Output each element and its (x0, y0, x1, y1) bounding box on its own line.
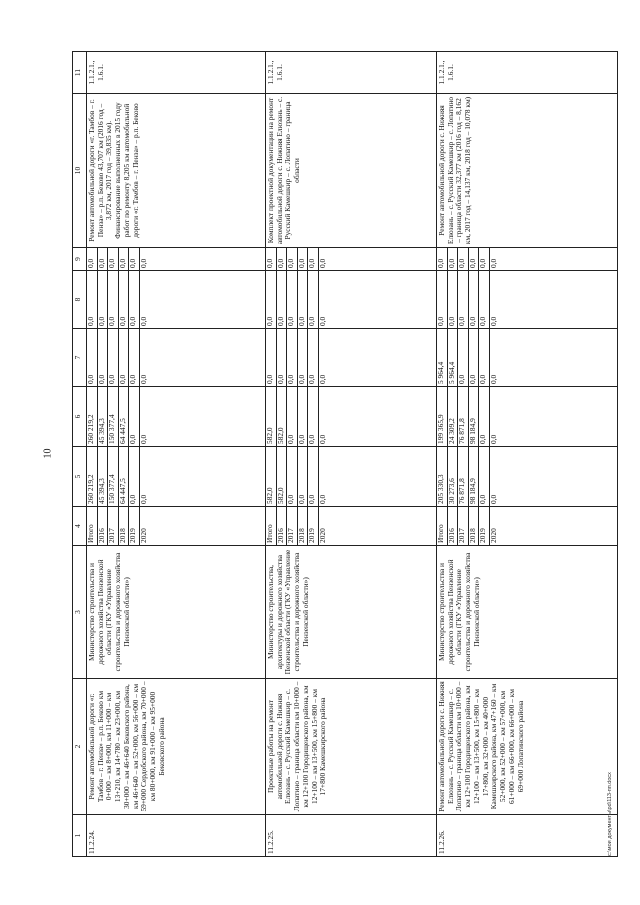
amount-value: 0,0 (308, 329, 319, 386)
year-value: 2018 (469, 507, 480, 545)
amount-value: 98 184,9 (469, 447, 480, 506)
amount-value: 0,0 (437, 271, 448, 328)
amount-value: 0,0 (479, 271, 490, 328)
col5-cell (87, 447, 266, 507)
amount-value: 260 219,2 (87, 447, 98, 506)
year-value: 2017 (287, 507, 298, 545)
executor: Министерство строительства, архитектуры и дорожного хозяйства Пензенской области (ГКУ «Управление строительства и дорожного хозяйства Пензенской области») (266, 546, 437, 679)
year-value: 2016 (277, 507, 288, 545)
amount-value: 0,0 (98, 329, 109, 386)
amount-value: 0,0 (277, 329, 288, 386)
year-value: Итого (266, 507, 277, 545)
amount-value: 0,0 (298, 248, 309, 270)
amount-value: 5 964,4 (437, 329, 448, 386)
amount-value: 0,0 (479, 248, 490, 270)
item-number: 11.2.24. (87, 815, 266, 857)
amount-value: 0,0 (87, 271, 98, 328)
year-value: 2019 (308, 507, 319, 545)
amount-value: 0,0 (119, 329, 130, 386)
header-cell: 10 (73, 94, 87, 248)
year-value: 2017 (458, 507, 469, 545)
year-value: 2018 (119, 507, 130, 545)
col5-cell (437, 447, 618, 507)
col8-cell (87, 271, 266, 329)
col7-cell (87, 329, 266, 387)
amount-value: 0,0 (287, 387, 298, 446)
indicator-ref: 1.1.2.1., 1.6.1. (87, 52, 266, 94)
amount-value: 45 394,3 (98, 387, 109, 446)
amount-value: 0,0 (469, 248, 480, 270)
year-value: 2020 (317, 528, 327, 543)
amount-value: 0,0 (108, 271, 119, 328)
amount-value: 0,0 (129, 329, 140, 386)
col9-cell (266, 248, 437, 271)
amount-value: 0,0 (138, 434, 148, 444)
header-cell: 5 (73, 447, 87, 507)
amount-value: 0,0 (469, 271, 480, 328)
amount-value: 0,0 (108, 329, 119, 386)
amount-value: 0,0 (287, 248, 298, 270)
year-value: Итого (437, 507, 448, 545)
amount-value: 0,0 (298, 271, 309, 328)
amount-value: 0,0 (308, 271, 319, 328)
table-row (437, 52, 618, 857)
amount-value: 0,0 (458, 329, 469, 386)
item-name: Ремонт автомобильной дороги «г. Тамбов – г. Пенза» – р.п. Беково км 0+000 – км 8+000, км 11+000 – км 13+210, км 14+780 – км 23+000, км 30+000 – км 46+640 Бековского района, км 46+640 – км 52+000, км 56+000 – км 59+000 Сердобского района, км 70+000 – км 80+000, км 91+000 – км 95+000 Бековского района (87, 679, 266, 815)
amount-value: 0,0 (317, 374, 327, 384)
table-row (87, 52, 266, 857)
indicator-ref: 1.1.2.1., 1.6.1. (437, 52, 618, 94)
years-cell (266, 507, 437, 546)
amount-value: 0,0 (298, 447, 309, 506)
item-name: Проектные работы на ремонт автомобильной дороги с. Нижняя Елюзань – с. Русский Камешкир – с. Лопатино – граница области км 10+000 – км 12+100 Городищенского района, км 12+100 – км 13+500, км 15+800 – км 17+800 Камешкирского района (266, 679, 437, 815)
indicator-ref: 1.1.2.1., 1.6.1. (266, 52, 437, 94)
amount-value: 0,0 (138, 494, 148, 504)
year-value: 2019 (129, 507, 140, 545)
amount-value: 0,0 (448, 248, 459, 270)
amount-value: 0,0 (308, 387, 319, 446)
amount-value: 0,0 (138, 316, 148, 326)
amount-value: 150 377,4 (108, 387, 119, 446)
table-row (266, 52, 437, 857)
years-cell (87, 507, 266, 546)
amount-value: 0,0 (277, 248, 288, 270)
col6-cell (437, 387, 618, 447)
amount-value: 0,0 (98, 271, 109, 328)
amount-value: 0,0 (479, 329, 490, 386)
header-cell: 4 (73, 507, 87, 546)
amount-value: 0,0 (138, 258, 148, 268)
amount-value: 582,0 (266, 387, 277, 446)
col8-cell (266, 271, 437, 329)
header-cell: 9 (73, 248, 87, 271)
col8-cell (437, 271, 618, 329)
amount-value: 76 871,8 (458, 447, 469, 506)
expected-result: Ремонт автомобильной дороги «г. Тамбов – г. Пенза» – р.п. Беково 43,707 км (2016 год – 3,872 км, 2017 год – 39,835 км). Финансирование выполненных в 2015 году работ по ремонту 8,205 км автомобильной дороги «г. Тамбов – г. Пенза» – р.п. Беково (87, 94, 266, 248)
amount-value: 0,0 (458, 271, 469, 328)
col7-cell (266, 329, 437, 387)
amount-value: 0,0 (488, 434, 498, 444)
expected-result: Комплект проектной документации на ремонт автомобильной дороги с. Нижняя Елюзань – с. Русский Камешкир – с. Лопатино – граница области (266, 94, 437, 248)
amount-value: 0,0 (287, 329, 298, 386)
header-cell: 7 (73, 329, 87, 387)
year-value: 2017 (108, 507, 119, 545)
header-cell: 11 (73, 52, 87, 94)
amount-value: 0,0 (129, 387, 140, 446)
amount-value: 0,0 (266, 248, 277, 270)
page-number: 10 (42, 448, 54, 459)
amount-value: 0,0 (129, 271, 140, 328)
amount-value: 76 871,8 (458, 387, 469, 446)
amount-value: 5 964,4 (448, 329, 459, 386)
amount-value: 24 309,2 (448, 387, 459, 446)
amount-value: 0,0 (469, 329, 480, 386)
amount-value: 0,0 (129, 248, 140, 270)
col7-cell (437, 329, 618, 387)
amount-value: 0,0 (479, 387, 490, 446)
amount-value: 64 447,5 (119, 447, 130, 506)
amount-value: 0,0 (488, 494, 498, 504)
header-cell: 3 (73, 546, 87, 679)
header-cell: 6 (73, 387, 87, 447)
amount-value: 0,0 (437, 248, 448, 270)
amount-value: 0,0 (298, 387, 309, 446)
amount-value: 0,0 (479, 447, 490, 506)
amount-value: 45 394,3 (98, 447, 109, 506)
amount-value: 0,0 (87, 248, 98, 270)
year-value: 2020 (138, 528, 148, 543)
amount-value: 205 330,3 (437, 447, 448, 506)
amount-value: 30 273,6 (448, 447, 459, 506)
amount-value: 582,0 (266, 447, 277, 506)
amount-value: 0,0 (87, 329, 98, 386)
rotated-table-frame (72, 52, 620, 857)
amount-value: 0,0 (129, 447, 140, 506)
header-row (73, 52, 87, 857)
amount-value: 582,0 (277, 447, 288, 506)
file-path-footer: c:\мои документы\pd\113-пп.docx (607, 772, 613, 856)
col6-cell (266, 387, 437, 447)
amount-value: 582,0 (277, 387, 288, 446)
col5-cell (266, 447, 437, 507)
amount-value: 0,0 (98, 248, 109, 270)
amount-value: 0,0 (287, 447, 298, 506)
program-table (72, 51, 618, 857)
amount-value: 0,0 (488, 374, 498, 384)
year-value: 2018 (298, 507, 309, 545)
col9-cell (437, 248, 618, 271)
header-cell: 8 (73, 271, 87, 329)
year-value: Итого (87, 507, 98, 545)
item-number: 11.2.26. (437, 815, 618, 857)
item-name: Ремонт автомобильной дороги с. Нижняя Елюзань – с. Русский Камешкир – с. Лопатино – граница области км 10+000 – км 12+100 Городищенского района, км 12+100 – км 13+500, км 15+800 – км 17+800, км 32+000 – км 40+000 Камешкирского района, км 47+160 – км 52+000, км 52+000 – км 57+000, км 61+000 – км 66+000, км 66+000 – км 69+000 Лопатинского района (437, 679, 618, 815)
amount-value: 0,0 (287, 271, 298, 328)
year-value: 2019 (479, 507, 490, 545)
amount-value: 0,0 (266, 271, 277, 328)
amount-value: 0,0 (448, 271, 459, 328)
amount-value: 0,0 (119, 248, 130, 270)
amount-value: 260 219,2 (87, 387, 98, 446)
year-value: 2016 (98, 507, 109, 545)
amount-value: 0,0 (488, 258, 498, 268)
amount-value: 0,0 (266, 329, 277, 386)
header-cell: 1 (73, 815, 87, 857)
amount-value: 0,0 (317, 494, 327, 504)
amount-value: 0,0 (108, 248, 119, 270)
amount-value: 0,0 (488, 316, 498, 326)
amount-value: 0,0 (298, 329, 309, 386)
year-value: 2016 (448, 507, 459, 545)
amount-value: 0,0 (119, 271, 130, 328)
executor: Министерство строительства и дорожного хозяйства Пензенской области (ГКУ «Управление строительства и дорожного хозяйства Пензенской области») (87, 546, 266, 679)
amount-value: 0,0 (138, 374, 148, 384)
header-cell: 2 (73, 679, 87, 815)
years-cell (437, 507, 618, 546)
col9-cell (87, 248, 266, 271)
expected-result: Ремонт автомобильной дороги с. Нижняя Елюзань – с. Русский Камешкир – с. Лопатино – граница области 32,377 км (2016 год – 8,162 км, 2017 год – 14,137 км, 2018 год – 10,078 км) (437, 94, 618, 248)
year-value: 2020 (488, 528, 498, 543)
amount-value: 0,0 (317, 434, 327, 444)
amount-value: 199 365,9 (437, 387, 448, 446)
amount-value: 0,0 (317, 258, 327, 268)
amount-value: 0,0 (308, 447, 319, 506)
amount-value: 0,0 (317, 316, 327, 326)
item-number: 11.2.25. (266, 815, 437, 857)
amount-value: 0,0 (277, 271, 288, 328)
amount-value: 64 447,5 (119, 387, 130, 446)
amount-value: 98 184,9 (469, 387, 480, 446)
amount-value: 0,0 (458, 248, 469, 270)
amount-value: 150 377,4 (108, 447, 119, 506)
amount-value: 0,0 (308, 248, 319, 270)
col6-cell (87, 387, 266, 447)
executor: Министерство строительства и дорожного хозяйства Пензенской области (ГКУ «Управление строительства и дорожного хозяйства Пензенской области») (437, 546, 618, 679)
